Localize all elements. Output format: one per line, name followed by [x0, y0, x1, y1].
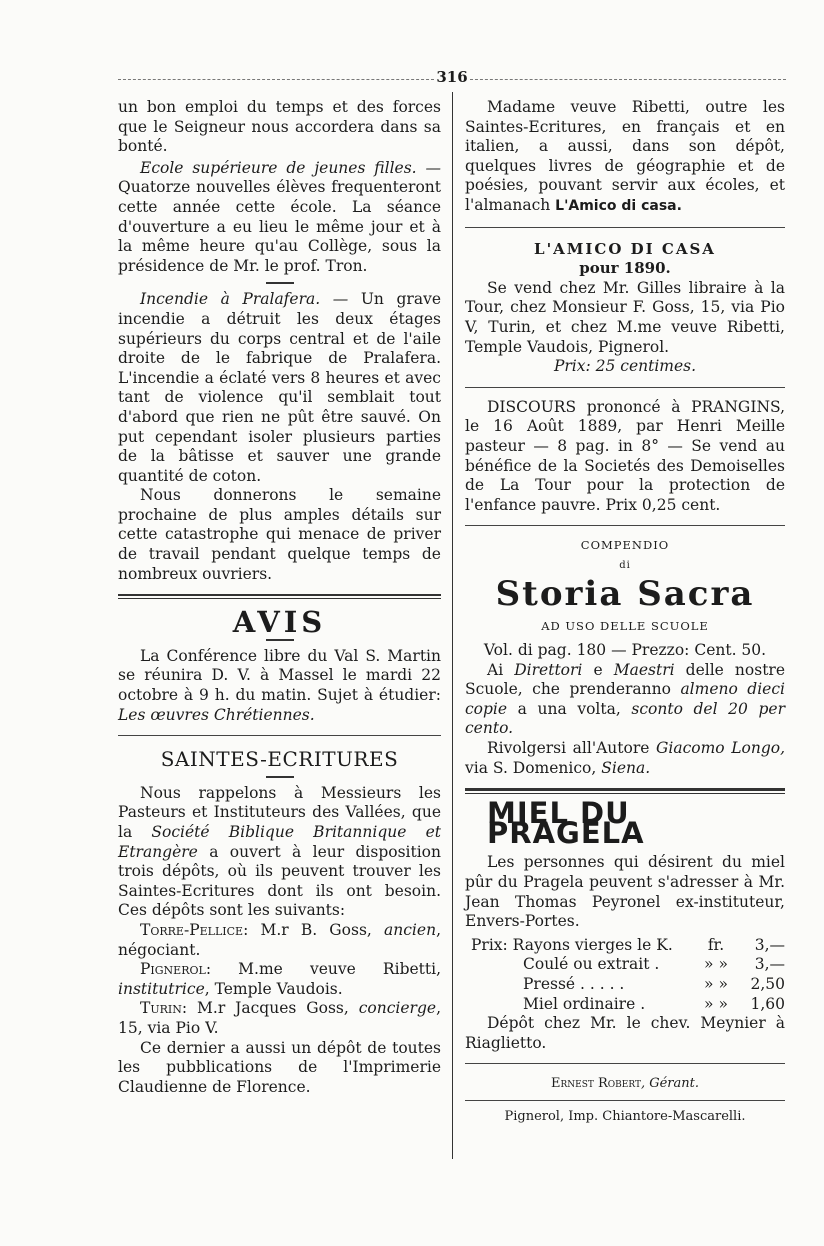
saintes-title: SAINTES-ECRITURES — [160, 747, 399, 772]
right-column — [465, 98, 785, 1127]
header-rule-right — [470, 79, 786, 84]
depot-text: , 15, via Pio V. — [118, 999, 441, 1037]
depot-turin — [118, 999, 441, 1038]
avis-title: AVIS — [232, 605, 327, 640]
section-rule — [465, 1100, 785, 1101]
ai-text: e — [582, 660, 614, 679]
ai-em: almeno dieci copie — [465, 680, 785, 718]
depot-text: : M.r B. Goss, — [243, 920, 385, 939]
depot-role: concierge — [358, 999, 437, 1018]
printer-line: Pignerol, Imp. Chiantore-Mascarelli. — [504, 1108, 746, 1124]
saintes-text-2: a ouvert à leur disposition trois dépôts, où ils peuvent trouver les Saintes-Ecritures dont ils ont besoin. Ces dépôts sont les suivants: — [118, 842, 441, 920]
section-rule — [465, 227, 785, 228]
separator — [266, 282, 294, 284]
price-unit: » » — [704, 974, 728, 993]
depot-role: ancien — [384, 920, 437, 939]
last-paragraph: Ce dernier a aussi un dépôt de toutes les pubblications de l'Imprimerie Claudienne de Florence. — [118, 1038, 441, 1096]
price-value: 1,60 — [750, 994, 785, 1013]
saintes-text: Nous rappelons à Messieurs les Pasteurs et Instituteurs des Vallées, que la — [118, 783, 441, 841]
gerant-line — [465, 1074, 785, 1094]
amico-price: Prix: 25 centimes. — [553, 357, 697, 376]
price-label: Prix: Rayons vierges le K. — [471, 935, 673, 954]
column-divider — [452, 92, 453, 1159]
price-value: 3,— — [754, 935, 785, 954]
price-value: 3,— — [754, 955, 785, 974]
gerant-name: Ernest Robert — [550, 1076, 641, 1092]
depot-role: institutrice — [118, 979, 205, 998]
miel-title: MIEL DU PRAGELA — [487, 796, 645, 850]
volume-info: Vol. di pag. 180 — Prezzo: Cent. 50. — [483, 641, 767, 660]
section-rule — [465, 387, 785, 388]
price-label: Miel ordinaire . — [523, 994, 646, 1013]
separator — [266, 776, 294, 778]
section-rule — [465, 525, 785, 526]
ai-em: Direttori — [514, 660, 583, 679]
avis-text: La Conférence libre du Val S. Martin se réunira D. V. à Massel le mardi 22 octobre à 9 h. du matin. Sujet à étudier: — [118, 646, 441, 705]
author-name: Giacomo Longo, — [656, 739, 785, 758]
depot-text: : M.r Jacques Goss, — [181, 999, 359, 1018]
depot-pignerol — [118, 960, 441, 999]
almanach-name: L'Amico di casa. — [555, 197, 682, 214]
societe-name: Société Biblique Britannique et Etrangère — [118, 823, 441, 861]
depot-label: Turin — [140, 999, 182, 1018]
section-rule — [465, 1063, 785, 1064]
header-rule-left — [118, 79, 434, 84]
price-row — [471, 995, 785, 1015]
avis-subject: Les œuvres Chrétiennes. — [118, 705, 315, 724]
incendie-heading: Incendie à Pralafera. — — [140, 290, 349, 309]
ecole-body: Quatorze nouvelles élèves frequenteront cette année cette école. La séance d'ouverture a eu lieu le même jour et à la même heure qu'au Collège, sous la présidence de Mr. le prof. Tron. — [118, 178, 441, 275]
ai-paragraph — [465, 661, 785, 739]
price-label: Pressé . . . . . — [523, 974, 625, 993]
compendio-label: COMPENDIO — [580, 538, 670, 553]
depot-label: Torre-Pellice — [140, 920, 244, 939]
amico-title: L'AMICO DI CASA — [534, 239, 716, 258]
price-label: Coulé ou extrait . — [523, 955, 660, 974]
depot-label: Pignerol — [140, 960, 206, 979]
price-row — [471, 936, 785, 956]
city-name: Siena. — [601, 758, 651, 777]
separator — [266, 639, 294, 641]
rivolg-text: Rivolgersi all'Autore — [487, 739, 656, 758]
ecole-paragraph — [118, 159, 441, 277]
left-column — [118, 98, 441, 1097]
depot-torre — [118, 921, 441, 960]
rivolg-text: via S. Domenico, — [465, 758, 602, 777]
ai-em: sconto del 20 per cento. — [465, 699, 785, 738]
ai-em: Maestri — [613, 660, 675, 679]
gerant-title: , Gérant. — [640, 1076, 700, 1092]
storia-title: Storia Sacra — [495, 574, 755, 615]
di-label: di — [619, 559, 631, 571]
price-row — [471, 975, 785, 995]
paragraph-continuation: un bon emploi du temps et des forces que le Seigneur nous accordera dans sa bonté. — [118, 98, 441, 156]
saintes-body — [118, 784, 441, 921]
ad-uso-label: AD USO DELLE SCUOLE — [541, 619, 709, 634]
page-number: 316 — [436, 68, 468, 86]
discours-paragraph: DISCOURS prononcé à PRANGINS, le 16 Août 1889, par Henri Meille pasteur — 8 pag. in 8° — Se vend au bénéfice de la Societés des Demoiselles de La Tour pour la protection de l'enfance pauvre. Prix 0,25 cent. — [465, 397, 785, 514]
rivolgersi-paragraph — [465, 739, 785, 778]
madame-paragraph — [465, 98, 785, 217]
price-list — [471, 936, 785, 1014]
section-rule — [465, 788, 785, 794]
depot-text: : M.me veuve Ribetti, — [205, 960, 441, 979]
section-rule — [118, 735, 441, 736]
amico-year: pour 1890. — [579, 259, 671, 278]
madame-text: Madame veuve Ribetti, outre les Saintes-Ecritures, en français et en italien, a aussi, dans son dépôt, quelques livres de géographie et de poésies, pouvant servir aux écoles, et l'almanach — [465, 98, 785, 214]
ai-text: Ai — [487, 660, 515, 679]
price-unit: fr. — [707, 935, 725, 954]
incendie-paragraph — [118, 290, 441, 486]
price-row — [471, 955, 785, 975]
price-unit: » » — [704, 955, 728, 974]
depot-text: , négociant. — [118, 920, 441, 959]
depot-text: , Temple Vaudois. — [204, 979, 343, 998]
ecole-heading: Ecole supérieure de jeunes filles. — — [140, 158, 441, 177]
amico-body: Se vend chez Mr. Gilles libraire à la Tour, chez Monsieur F. Goss, 15, via Pio V, Turin, et chez M.me veuve Ribetti, Temple Vaudois, Pignerol. — [465, 278, 785, 356]
nous-paragraph: Nous donnerons le semaine prochaine de plus amples détails sur cette catastrophe qui menace de priver de travail pendant quelque temps de nombreux ouvriers. — [118, 486, 441, 583]
miel-body: Les personnes qui désirent du miel pûr du Pragela peuvent s'adresser à Mr. Jean Thomas Peyronel ex-instituteur, Envers-Portes. — [465, 853, 785, 931]
depot-paragraph: Dépôt chez Mr. le chev. Meynier à Riaglietto. — [465, 1014, 785, 1052]
avis-body — [118, 647, 441, 725]
price-unit: » » — [704, 994, 728, 1013]
ai-text: a una volta, — [507, 699, 632, 718]
section-rule — [118, 594, 441, 599]
ai-text: delle nostre Scuole, che prenderanno — [465, 660, 786, 699]
price-value: 2,50 — [750, 974, 785, 993]
incendie-body: Un grave incendie a détruit les deux étages supérieurs du corps central et de l'aile droite de le fabrique de Pralafera. L'incendie a éclaté vers 8 heures et avec tant de violence qu'il semblait tout d'abord que rien ne pût être sauvé. On put cependant isoler plusieurs parties de la bâtisse et sauver une grande quantité de coton. — [118, 290, 441, 485]
